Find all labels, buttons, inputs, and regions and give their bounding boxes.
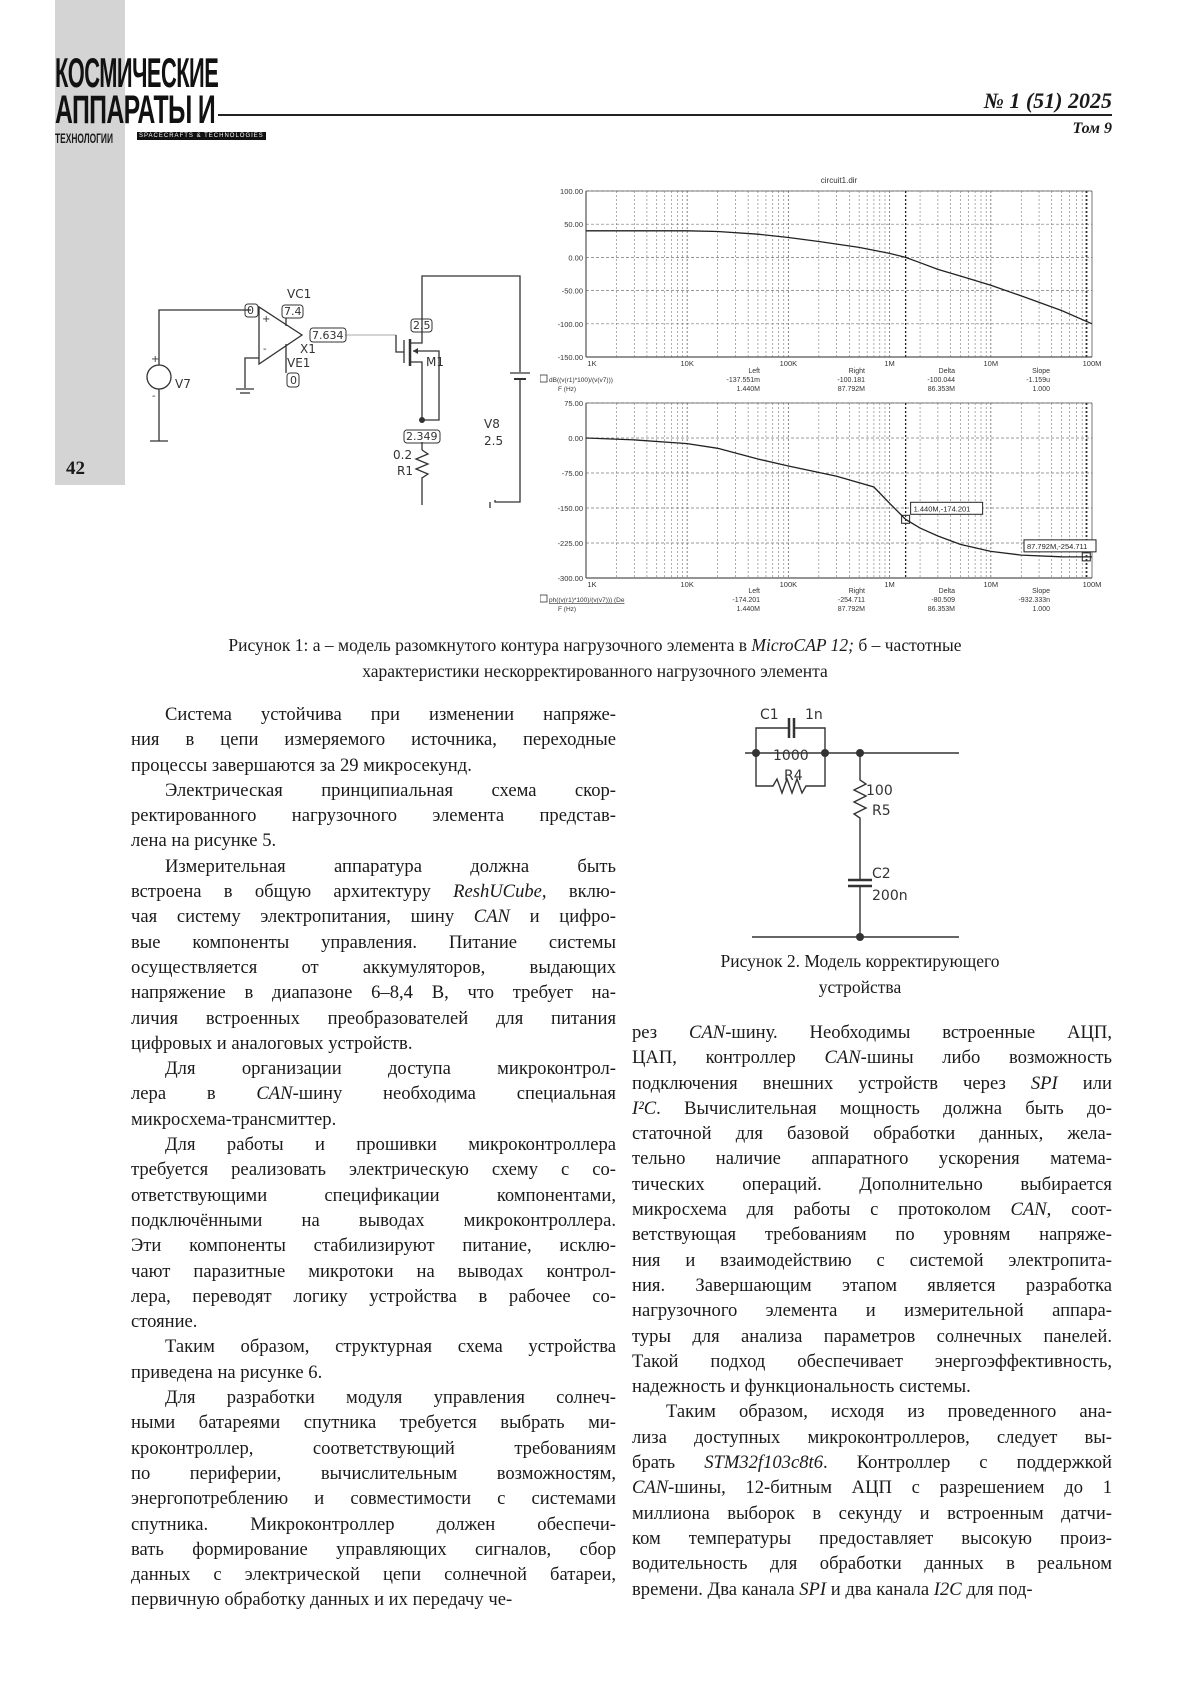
cursor-table-row-label: F (Hz) bbox=[558, 386, 577, 393]
r5-value: 100 bbox=[866, 783, 893, 799]
text-line: микросхема для работы с протоколом CAN, соот- bbox=[632, 1199, 1112, 1221]
cursor-table-value: 86.353M bbox=[927, 606, 955, 613]
text-line: ректированного нагрузочного элемента представ- bbox=[131, 805, 616, 827]
cursor-table-header: Slope bbox=[1032, 368, 1050, 375]
cursor-table-header: Slope bbox=[1032, 588, 1050, 595]
text-line: по периферии, вычислительным возможностям, bbox=[131, 1462, 616, 1484]
cursor-table-value: -137.551m bbox=[726, 377, 760, 384]
text-line: статочной для базовой обработки данных, жела- bbox=[632, 1123, 1112, 1145]
text-line: Такой подход обеспечивает энергоэффективность, bbox=[632, 1350, 1112, 1372]
y-tick-label: -75.00 bbox=[561, 469, 583, 478]
text-line: энергопотреблению и совместимости с системами bbox=[131, 1488, 616, 1510]
x-tick-label: 1K bbox=[587, 359, 597, 368]
cursor-table-row-label: dB((v(r1)*100)/(v(v7))) bbox=[549, 377, 613, 384]
r4-value: 1000 bbox=[773, 748, 809, 764]
text-line: нагрузочного элемента и измерительной аппара- bbox=[632, 1300, 1112, 1322]
cursor-table-row-label: F (Hz) bbox=[558, 606, 577, 613]
minus-sign: - bbox=[263, 344, 267, 355]
text-line: водительность для обработки данных в реальном bbox=[632, 1553, 1112, 1575]
text-line: ком температуры предоставляет высокую произ- bbox=[632, 1527, 1112, 1549]
text-line: туры для анализа параметров солнечных панелей. bbox=[632, 1325, 1112, 1347]
r4-label: R4 bbox=[784, 768, 803, 784]
y-tick-label: 50.00 bbox=[564, 220, 583, 230]
r1-value: 0.2 bbox=[393, 448, 413, 462]
text-line: Для разработки модуля управления солнеч- bbox=[165, 1387, 616, 1409]
text-line: Для организации доступа микроконтрол- bbox=[165, 1058, 616, 1080]
text-line: встроена в общую архитектуру ReshUCube, вклю- bbox=[131, 881, 616, 903]
plus-sign: + bbox=[262, 314, 271, 325]
text-line: осуществляется от аккумуляторов, выдающих bbox=[131, 956, 616, 978]
v8-label: V8 bbox=[484, 417, 500, 431]
text-line: микросхема-трансмиттер. bbox=[131, 1108, 337, 1130]
text-line: ответствующими спецификации компонентами, bbox=[131, 1184, 616, 1206]
text-line: спутника. Микроконтроллер должен обеспечи- bbox=[131, 1513, 616, 1535]
text-line: лиза доступных микроконтроллеров, следует вы- bbox=[632, 1426, 1112, 1448]
y-tick-label: -150.00 bbox=[557, 353, 583, 362]
plus-sign: + bbox=[151, 354, 160, 365]
text-line: требуется реализовать электрическую схему с со- bbox=[131, 1159, 616, 1181]
logo-line: ТЕХНОЛОГИИ bbox=[55, 130, 113, 146]
c1-label: C1 bbox=[760, 707, 779, 723]
v8-value: 2.5 bbox=[484, 434, 504, 448]
annotation-label: 87.792M,-254.711 bbox=[1027, 541, 1088, 551]
source-value: 2.349 bbox=[406, 430, 438, 443]
cursor-table-value: 1.440M bbox=[736, 386, 760, 393]
output-value: 7.634 bbox=[312, 329, 344, 342]
text-line: процессы завершаются за 29 микросекунд. bbox=[131, 754, 472, 776]
cursor-table-header: Delta bbox=[938, 368, 955, 375]
logo-line: АППАРАТЫ И bbox=[55, 88, 216, 132]
x-tick-label: 100M bbox=[1082, 359, 1102, 368]
text-line: времени. Два канала SPI и два канала I2C для под- bbox=[632, 1578, 1033, 1600]
cursor-table-value: 87.792M bbox=[837, 606, 865, 613]
drain-value: 2.5 bbox=[413, 319, 431, 332]
ve1-label: VE1 bbox=[287, 356, 311, 370]
cursor-table-header: Left bbox=[748, 368, 760, 375]
cursor-table-value: -254.711 bbox=[837, 597, 865, 604]
cursor-table-value: 87.792M bbox=[837, 386, 865, 393]
text-line: лера в CAN-шину необходима специальная bbox=[131, 1083, 616, 1105]
text-line: тельно наличие аппаратного ускорения матема- bbox=[632, 1148, 1112, 1170]
figure2-caption bbox=[680, 948, 1040, 1000]
text-line: ния в цепи измеряемого источника, переходные bbox=[131, 729, 616, 751]
caption-text: устройства bbox=[818, 977, 902, 997]
body-column-right bbox=[632, 1020, 1112, 1602]
text-line: миллиона выборок в секунду и встроенным датчи- bbox=[632, 1502, 1112, 1524]
y-tick-label: -300.00 bbox=[557, 574, 583, 583]
minus-sign: - bbox=[152, 391, 156, 402]
text-line: Для работы и прошивки микроконтроллера bbox=[165, 1134, 616, 1156]
text-line: ЦАП, контроллер CAN-шины либо возможность bbox=[632, 1047, 1112, 1069]
y-tick-label: -50.00 bbox=[561, 286, 583, 296]
x-tick-label: 10K bbox=[680, 359, 694, 368]
c2-label: C2 bbox=[872, 866, 891, 882]
y-tick-label: 100.00 bbox=[560, 187, 583, 196]
text-line: лера, переводят логику устройства в рабочее со- bbox=[131, 1285, 616, 1307]
x-tick-label: 100M bbox=[1082, 580, 1102, 589]
cursor-table-header: Right bbox=[848, 588, 865, 595]
y-tick-label: 0.00 bbox=[568, 434, 583, 443]
chart-title: circuit1.dir bbox=[820, 176, 858, 185]
cursor-table-header: Right bbox=[848, 368, 865, 375]
volume-number: Том 9 bbox=[1072, 120, 1112, 137]
cursor-table-value: -100.181 bbox=[837, 377, 865, 384]
text-line: надежность и функциональность системы. bbox=[632, 1376, 971, 1398]
text-line: ния и взаимодействию с системой электропита- bbox=[632, 1249, 1112, 1271]
text-line: CAN-шины, 12-битным АЦП с разрешением до 1 bbox=[632, 1477, 1112, 1499]
y-tick-label: -100.00 bbox=[557, 319, 583, 329]
vc1-value: 7.4 bbox=[284, 305, 302, 318]
x-tick-label: 100K bbox=[779, 580, 798, 589]
text-line: Измерительная аппаратура должна быть bbox=[165, 855, 616, 877]
text-line: I²C. Вычислительная мощность должна быть до- bbox=[632, 1097, 1112, 1119]
vc1-label: VC1 bbox=[287, 287, 312, 301]
text-line: Система устойчива при изменении напряже- bbox=[165, 704, 616, 725]
ve1-value: 0 bbox=[290, 374, 297, 387]
m1-label: M1 bbox=[426, 355, 444, 369]
text-line: подключения внешних устройств через SPI или bbox=[632, 1072, 1112, 1094]
text-line: цифровых и аналоговых устройств. bbox=[131, 1032, 413, 1054]
cursor-table-value: 1.000 bbox=[1032, 606, 1050, 613]
page-number: 42 bbox=[66, 458, 85, 479]
caption-text: б – частотные bbox=[853, 635, 962, 655]
issue-number: № 1 (51) 2025 bbox=[983, 88, 1112, 113]
cursor-table-value: -174.201 bbox=[732, 597, 760, 604]
cursor-table-value: -100.044 bbox=[927, 377, 955, 384]
cursor-table-header: Delta bbox=[938, 588, 955, 595]
y-tick-label: -225.00 bbox=[557, 539, 583, 548]
x1-label: X1 bbox=[300, 342, 316, 356]
text-line: Электрическая принципиальная схема скор- bbox=[165, 779, 616, 801]
x-tick-label: 10K bbox=[680, 580, 694, 589]
r5-label: R5 bbox=[872, 803, 891, 819]
text-line: личия встроенных преобразователей для питания bbox=[131, 1007, 616, 1029]
text-line: первичную обработку данных и их передачу че- bbox=[131, 1589, 513, 1611]
cursor-table-row-label: ph((v(r1)*100)/(v(v7))) (De bbox=[549, 597, 625, 604]
cursor-table-value: -1.159u bbox=[1026, 377, 1050, 384]
text-line: брать STM32f103c8t6. Контроллер с поддержкой bbox=[632, 1452, 1112, 1474]
text-line: ния. Завершающим этапом является разработка bbox=[632, 1274, 1112, 1296]
c2-value: 200n bbox=[872, 888, 908, 904]
logo-line: КОСМИЧЕСКИЕ bbox=[55, 49, 219, 96]
text-line: чают паразитные микротоки на выводах контрол- bbox=[131, 1260, 616, 1282]
x-tick-label: 1M bbox=[884, 359, 895, 368]
y-tick-label: 75.00 bbox=[564, 399, 583, 408]
x-tick-label: 1K bbox=[587, 580, 597, 589]
text-line: напряжение в диапазоне 6–8,4 В, что требует на- bbox=[131, 982, 616, 1004]
v7-label: V7 bbox=[175, 377, 191, 391]
x-tick-label: 1M bbox=[884, 580, 895, 589]
x-tick-label: 10M bbox=[983, 359, 999, 368]
input-node-value: 0 bbox=[247, 304, 254, 317]
text-line: стояние. bbox=[131, 1311, 198, 1333]
cursor-table-value: 1.000 bbox=[1032, 386, 1050, 393]
text-line: кроконтроллер, соответствующий требованиям bbox=[131, 1437, 616, 1459]
cursor-table-value: -80.509 bbox=[931, 597, 955, 604]
y-tick-label: -150.00 bbox=[557, 504, 583, 513]
text-line: ными батареями спутника требуется выбрать ми- bbox=[131, 1412, 616, 1434]
caption-text: характеристики нескорректированного нагрузочного элемента bbox=[362, 661, 828, 681]
text-line: лена на рисунке 5. bbox=[131, 830, 277, 852]
caption-text: Рисунок 2. Модель корректирующего bbox=[720, 951, 1000, 971]
r1-label: R1 bbox=[397, 464, 413, 478]
y-tick-label: 0.00 bbox=[568, 253, 583, 263]
text-line: Эти компоненты стабилизируют питание, исклю- bbox=[131, 1235, 616, 1257]
text-line: ветствующая требованиям по уровням напряже- bbox=[632, 1224, 1112, 1246]
body-column-left bbox=[131, 702, 616, 1613]
c1-value: 1n bbox=[805, 707, 823, 723]
text-line: Таким образом, структурная схема устройства bbox=[165, 1336, 616, 1358]
text-line: данных с электрической цепи солнечной батареи, bbox=[131, 1564, 616, 1586]
cursor-table-value: 86.353M bbox=[927, 386, 955, 393]
text-line: Таким образом, исходя из проведенного ана- bbox=[666, 1401, 1112, 1423]
text-line: подключёнными на выводах микроконтроллера. bbox=[131, 1209, 616, 1231]
annotation-label: 1.440M,-174.201 bbox=[913, 504, 971, 514]
logo-line: SPACECRAFTS & TECHNOLOGIES bbox=[139, 133, 264, 139]
caption-italic: MicroCAP 12; bbox=[751, 635, 854, 655]
text-line: тических операций. Дополнительно выбирается bbox=[632, 1173, 1112, 1195]
text-line: вые компоненты управления. Питание системы bbox=[131, 931, 616, 953]
x-tick-label: 100K bbox=[779, 359, 798, 368]
text-line: вать формирование управляющих сигналов, сбор bbox=[131, 1538, 616, 1560]
cursor-table-value: -932.333n bbox=[1018, 597, 1050, 604]
cursor-table-value: 1.440M bbox=[736, 606, 760, 613]
text-line: рез CAN-шину. Необходимы встроенные АЦП, bbox=[632, 1022, 1112, 1043]
text-line: чая систему электропитания, шину CAN и цифро- bbox=[131, 906, 617, 928]
x-tick-label: 10M bbox=[983, 580, 999, 589]
cursor-table-header: Left bbox=[748, 588, 760, 595]
text-line: приведена на рисунке 6. bbox=[131, 1361, 323, 1383]
caption-text: Рисунок 1: а – модель разомкнутого контура нагрузочного элемента в bbox=[228, 635, 752, 655]
